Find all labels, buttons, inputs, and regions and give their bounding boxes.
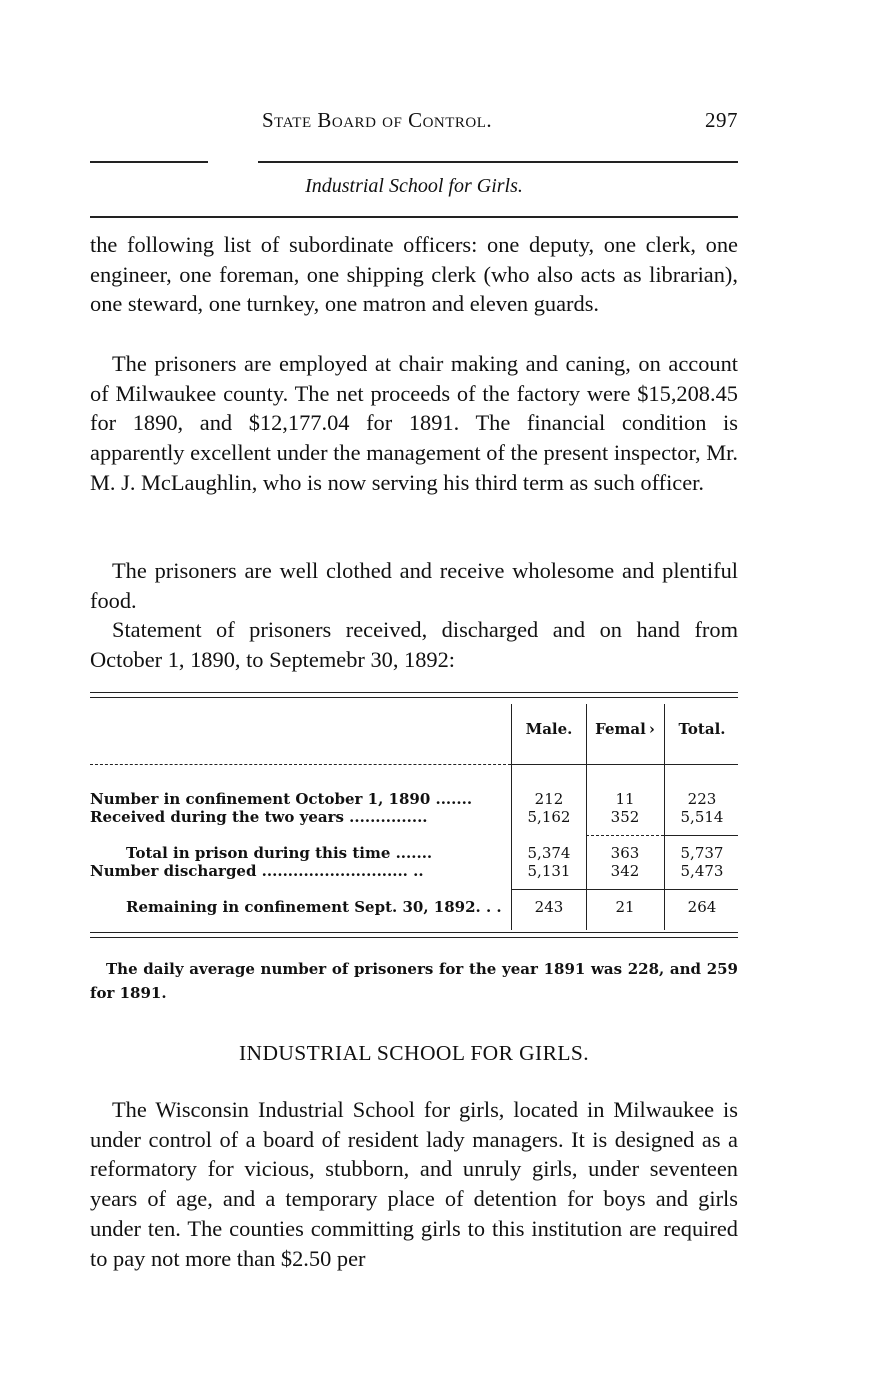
header-rule-right [258, 161, 738, 163]
cell-male-discharged: 5,131 [527, 862, 571, 880]
cell-total-discharged: 5,473 [680, 862, 724, 880]
cell-male-received: 5,162 [527, 808, 571, 826]
col-divider-1 [511, 704, 512, 930]
row-label-received: Received during the two years ............... [90, 808, 428, 826]
col-divider-3 [664, 704, 665, 930]
paragraph-industrial-school: The Wisconsin Industrial School for girls, located in Milwaukee is under control of a board of resident lady managers. It is designed as a reformatory for vicious, stubborn, and unruly girls, under seventeen years of age, and a temporary place of detention for boys and girls under ten. The counties committing girls to this institution are required to pay not more than $2.50 per [90, 1097, 738, 1271]
cell-total-remaining: 264 [687, 898, 717, 916]
daily-average-note: The daily average number of prisoners for the year 1891 was 228, and 259 for 1891. [90, 960, 738, 1002]
cell-male-total-in-prison: 5,374 [527, 844, 571, 862]
page-number: 297 [705, 108, 738, 132]
cell-total-received: 5,514 [680, 808, 724, 826]
row-label-remaining: Remaining in confinement Sept. 30, 1892. . . [126, 898, 502, 916]
cell-total-total-in-prison: 5,737 [680, 844, 724, 862]
cell-male-remaining: 243 [534, 898, 564, 916]
remaining-rule [511, 889, 738, 890]
header-rule-total [664, 764, 738, 765]
table-bottom-rule [90, 932, 738, 938]
table-top-rule [90, 692, 738, 698]
paragraph-officers: the following list of subordinate officers: one deputy, one clerk, one engineer, one foreman, one shipping clerk (who also acts as librarian), one steward, one turnkey, one matron and eleven guards. [90, 232, 738, 317]
cell-male-confinement-1890: 212 [534, 790, 564, 808]
header-rule-left [90, 161, 208, 163]
cell-female-remaining: 21 [615, 898, 635, 916]
subtotal-rule-total [664, 835, 738, 836]
cell-female-total-in-prison: 363 [610, 844, 640, 862]
subhead-rule [90, 216, 738, 218]
section-title-industrial-school: INDUSTRIAL SCHOOL FOR GIRLS. [238, 1041, 590, 1065]
subtotal-rule-female [586, 835, 664, 836]
cell-female-confinement-1890: 11 [615, 790, 635, 808]
row-label-total-in-prison: Total in prison during this time ....... [126, 844, 433, 862]
section-subhead: Industrial School for Girls. [305, 175, 523, 197]
header-total: Total. [678, 720, 726, 738]
row-label-discharged: Number discharged ............................ .. [90, 862, 424, 880]
header-rule-label [90, 764, 511, 765]
header-rule-male [511, 764, 586, 765]
cell-total-confinement-1890: 223 [687, 790, 717, 808]
running-head-title: State Board of Control. [262, 108, 493, 132]
header-female: Femal › [595, 720, 655, 738]
cell-female-received: 352 [610, 808, 640, 826]
cell-female-discharged: 342 [610, 862, 640, 880]
prisoner-statement-table [90, 692, 738, 942]
paragraph-employment: The prisoners are employed at chair making and caning, on account of Milwaukee county. The net proceeds of the factory were $15,208.45 for 1890, and $12,177.04 for 1891. The financial condition is apparently excellent under the management of the present inspector, Mr. M. J. McLaughlin, who is now serving his third term as such officer. [90, 351, 738, 495]
running-head [90, 108, 738, 136]
row-label-confinement-1890: Number in confinement October 1, 1890 ....... [90, 790, 473, 808]
header-rule-female [586, 764, 664, 765]
paragraph-clothing: The prisoners are well clothed and receive wholesome and plentiful food. [90, 558, 738, 613]
header-male: Male. [525, 720, 573, 738]
paragraph-statement-intro: Statement of prisoners received, discharged and on hand from October 1, 1890, to Septemebr 30, 1892: [90, 617, 738, 672]
